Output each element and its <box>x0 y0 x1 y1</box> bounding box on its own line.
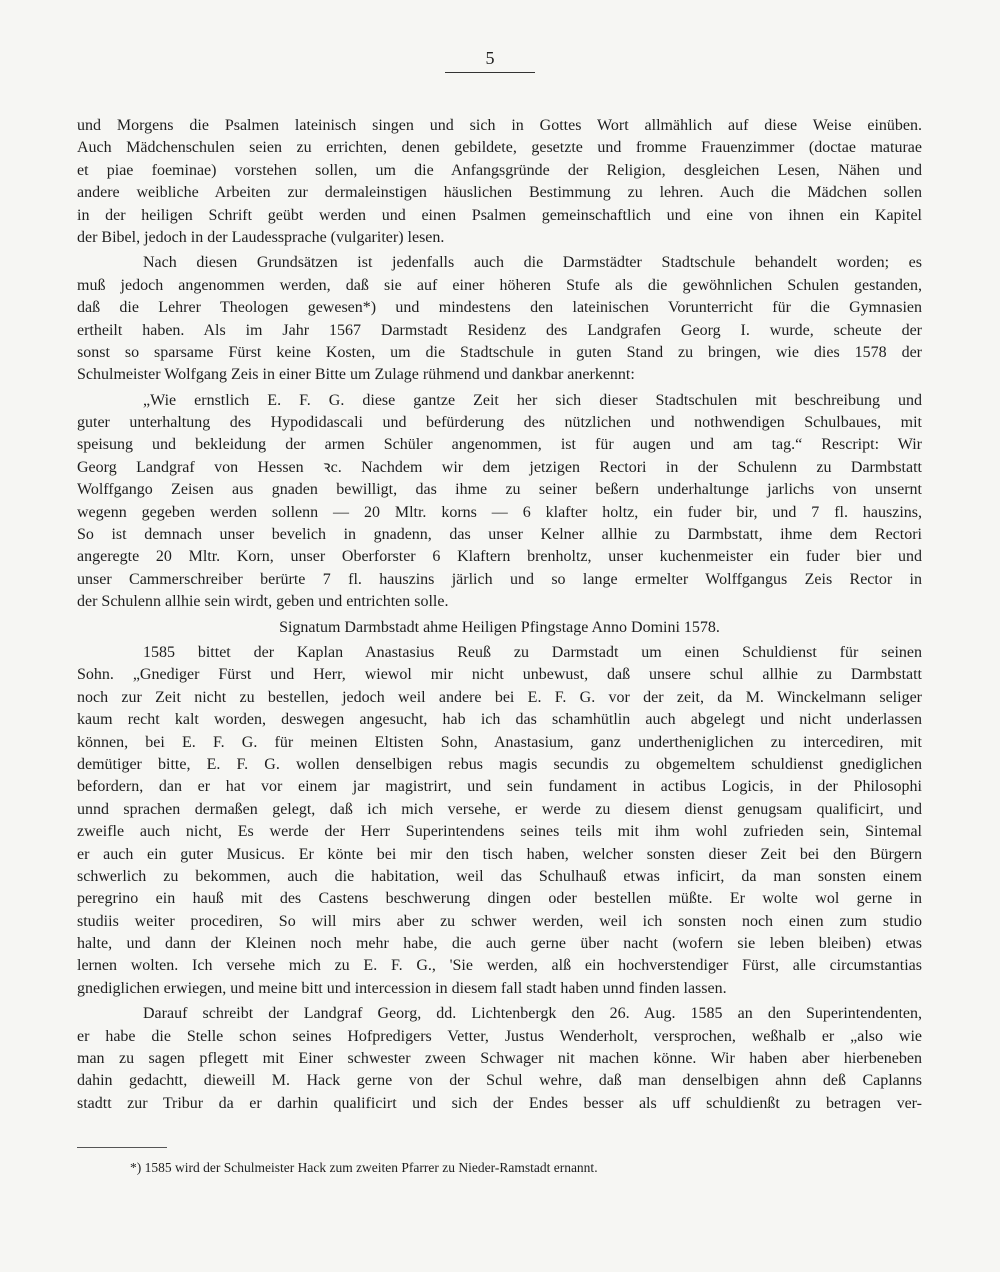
text-line: halte, und dann der Kleinen noch mehr habe, die auch gerne über nacht (wofern sie leben bleiben) etwas <box>77 935 922 953</box>
text-line: dahin gedachtt, dieweill M. Hack gerne von der Schul wehre, daß man denselbigen ahnn deß Caplanns <box>77 1072 922 1090</box>
text-line: zweifle auch nicht, Es werde der Herr Superintendens seines teils mit ihm wohl zufrieden sein, Sintemal <box>77 823 922 841</box>
text-line: „Wie ernstlich E. F. G. diese gantze Zeit her sich dieser Stadtschulen mit beschreibung und <box>143 391 922 409</box>
text-line: Signatum Darmbstadt ahme Heiligen Pfingstage Anno Domini 1578. <box>279 618 720 636</box>
text-line: kaum recht kalt worden, deswegen angesucht, hab ich das schamhütlin auch abgelegt und nicht underlassen <box>77 711 922 729</box>
text-line: et piae foeminae) vorstehen sollen, um die Anfangsgründe der Religion, desgleichen Lesen, Nähen und <box>77 161 922 179</box>
text-line: guter unterhaltung des Hypodidascali und befürderung des nützlichen und nothwendigen Schulbaues, mit <box>77 414 922 432</box>
text-line: Nach diesen Grundsätzen ist jedenfalls auch die Darmstädter Stadtschule behandelt worden; es <box>143 254 922 272</box>
text-line: Sohn. „Gnediger Fürst und Herr, wiewol mir nicht unbewust, daß unsere schul allhie zu Darmbstatt <box>77 666 922 684</box>
text-line: und Morgens die Psalmen lateinisch singen und sich in Gottes Wort allmählich auf diese Weise einüben. <box>77 117 922 134</box>
text-line: der Schulenn allhie sein wirdt, geben und entrichten solle. <box>77 593 449 611</box>
text-line: gnediglichen erwiegen, und meine bitt und intercession in diesem fall stadt haben unnd finden lassen. <box>77 979 727 997</box>
text-line: studiis weiter procediren, So will mirs aber zu schwer werden, weil ich sonsten noch einen zum studio <box>77 912 922 930</box>
page-number: 5 <box>485 48 495 68</box>
text-line: er habe die Stelle schon seines Hofpredigers Vetter, Justus Wenderholt, versprochen, weßhalb er „also wie <box>77 1027 922 1045</box>
text-line: Schulmeister Wolfgang Zeis in einer Bitte um Zulage rühmend und dankbar anerkennt: <box>77 366 635 384</box>
paragraph <box>77 390 922 614</box>
text-line: daß die Lehrer Theologen gewesen*) und mindestens den lateinischen Vorunterricht für die Gymnasien <box>77 299 922 317</box>
text-line: schwerlich zu bekommen, auch die habitation, weil das Schulhauß etwas inficirt, da man sonsten einem <box>77 867 922 885</box>
text-line: ertheilt haben. Als im Jahr 1567 Darmstadt Residenz des Landgrafen Georg I. wurde, scheute der <box>77 321 922 339</box>
text-line: Darauf schreibt der Landgraf Georg, dd. Lichtenbergk den 26. Aug. 1585 an den Superintendenten, <box>143 1005 922 1023</box>
text-line: in der heiligen Schrift geübt werden und einen Psalmen gemeinschaftlich und eine von ihnen ein Kapitel <box>77 206 922 224</box>
text-line: unser Cammerschreiber berürte 7 fl. hauszins järlich und so lange ermelter Wolffgangus Zeis Rector in <box>77 570 922 588</box>
text-line: können, bei E. F. G. für meinen Eltisten Sohn, Anastasium, ganz undertheniglichen zu intercediren, mit <box>77 733 922 751</box>
text-line: man zu sagen pflegett mit Einer schwester zween Schwager nit machen könne. Wir haben aber hierbeneben <box>77 1050 922 1068</box>
paragraph <box>77 642 922 1000</box>
text-line: lernen wolten. Ich versehe mich zu E. F. G., 'Sie werden, alß ein hochverstendiger Fürst, alle circumstantias <box>77 957 922 975</box>
text-line: speisung und bekleidung der armen Schüler angenommen, ist für augen und am tag.“ Rescript: Wir <box>77 436 922 454</box>
text-line: Auch Mädchenschulen seien zu errichten, denen gebildete, gesetzte und fromme Frauenzimmer (doctae maturae <box>77 139 922 157</box>
page-number-rule <box>445 72 535 73</box>
paragraph <box>77 1003 922 1115</box>
text-line: stadtt zur Tribur da er darhin qualificirt und sich der Endes besser als uff schuldienßt zu betragen ver- <box>77 1094 922 1112</box>
text-line: peregrino ein hauß mit des Castens beschwerung dingen oder bestellen müßte. Er wolte wol gerne in <box>77 890 922 908</box>
text-line: wegenn gegeben werden sollenn — 20 Mltr. korns — 6 klafter holtz, ein fuder bir, und 7 fl. hauszins, <box>77 503 922 521</box>
text-line: demütiger bitte, E. F. G. wollen denselbigen rebus magis secundis zu obgemeltem schuldienst gnediglichen <box>77 755 922 773</box>
text-line: angeregte 20 Mltr. Korn, unser Oberforster 6 Klaftern brenholtz, unser kuchenmeister ein fuder bier und <box>77 548 922 566</box>
text-line: muß jedoch angenommen werden, daß sie auf einer höheren Stufe als die gewöhnlichen Schulen gestanden, <box>77 276 922 294</box>
paragraph <box>77 115 922 249</box>
footnote: *) 1585 wird der Schulmeister Hack zum zweiten Pfarrer zu Nieder-Ramstadt ernannt. <box>130 1160 598 1175</box>
footnote-rule <box>77 1147 167 1148</box>
text-line: unnd sprachen dermaßen gelegt, daß ich mich versehe, er werde zu diesem dienst genugsam qualificirt, und <box>77 800 922 818</box>
text-line: er auch ein guter Musicus. Er könte bei mir den tisch haben, welcher sonsten dieser Zeit bei den Bürgern <box>77 845 922 863</box>
text-line: andere weibliche Arbeiten zur dermaleinstigen häuslichen Bestimmung zu lehren. Auch die Mädchen sollen <box>77 184 922 202</box>
paragraph <box>77 252 922 386</box>
text-line: So ist demnach unser bevelich in gnadenn, das unser Kelner allhie zu Darmbstatt, ihme dem Rectori <box>77 526 922 544</box>
text-line: 1585 bittet der Kaplan Anastasius Reuß zu Darmstadt um einen Schuldienst für seinen <box>143 643 922 661</box>
text-line: der Bibel, jedoch in der Laudessprache (vulgariter) lesen. <box>77 228 445 246</box>
text-line: Wolffgango Zeisen aus gnaden bewilligt, das ihme zu seiner beßern underhaltunge jarlichs von unsernt <box>77 481 922 499</box>
signature-line <box>77 617 922 639</box>
text-line: sonst so sparsame Fürst keine Kosten, um die Stadtschule in guten Stand zu bringen, wie dies 1578 der <box>77 343 922 361</box>
text-line: befordern, dan er hat vor einem jar magistrirt, und sein fundament in actibus Logicis, in der Philosophi <box>77 778 922 796</box>
text-line: Georg Landgraf von Hessen ꝛc. Nachdem wir dem jetzigen Rectori in der Schulenn zu Darmbstatt <box>77 458 922 476</box>
text-line: noch zur Zeit nicht zu bestellen, jedoch weil andere bei E. F. G. vor der zeit, da M. Winckelmann seliger <box>77 688 922 706</box>
body-text <box>77 115 922 1118</box>
